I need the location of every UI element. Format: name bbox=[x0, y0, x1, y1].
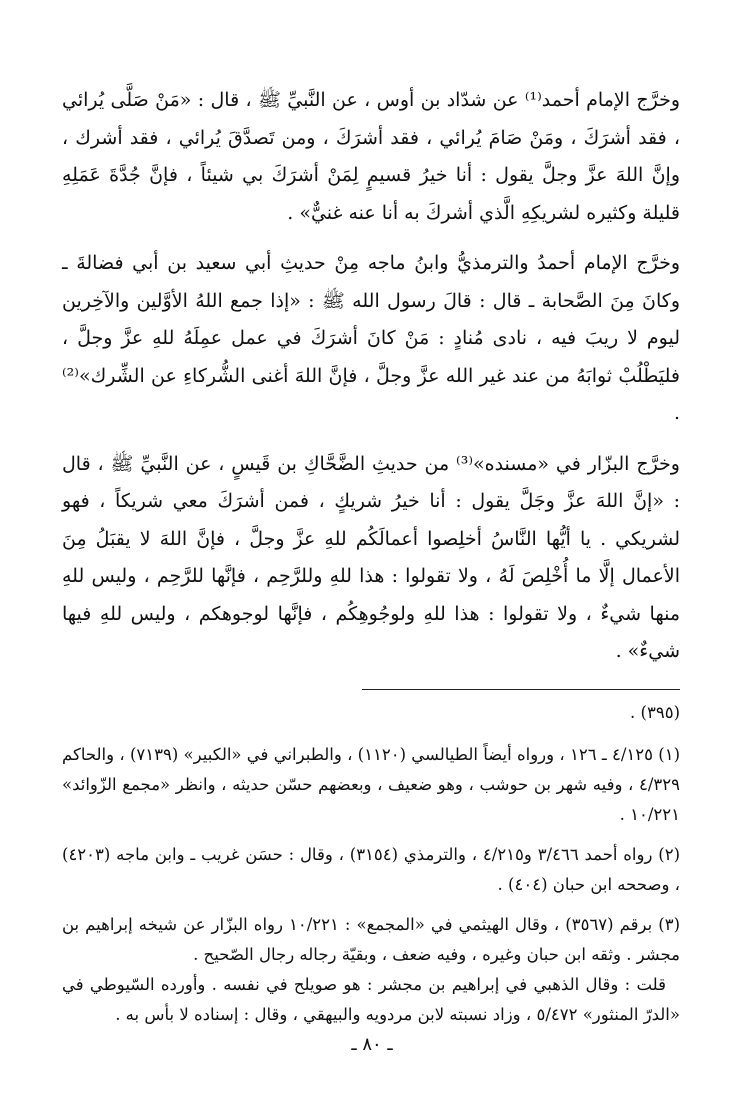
footnote-continuation: (٣٩٥) . bbox=[630, 702, 680, 722]
footnote-1: (١) ٤/١٢٥ ـ ١٢٦ ، ورواه أيضاً الطيالسي (١١٢٠) ، والطبراني في «الكبير» (٧١٣٩) ، والحاكم ٤/٣٢٩ ، وفيه شهر بن حوشب ، وهو ضعيف ، وبعضهم حسّن حديثه ، وانظر «مجمع الزّوائد» ١٠/٢٢١ . bbox=[62, 744, 680, 824]
body-paragraph-1: وخرَّج الإمام أحمد⁽¹⁾ عن شدّاد بن أوس ، عن النَّبيِّ ﷺ ، قال : «مَنْ صَلَّى يُرائي ، فقد أشرَكَ ، ومَنْ صَامَ يُرائي ، فقد أشرَكَ ، ومن تَصدَّقَ يُرائي ، فقد أشرك ، وإنَّ اللهَ عزَّ وجلَّ يقول : أنا خيرُ قسيمٍ لِمَنْ أشرَكَ بي شيئاً ، فإنَّ جُدَّةَ عَمَلِهِ قليلة وكثيره لشريكِهِ الَّذي أشركَ به أنا عنه غنيٌّ» . bbox=[62, 89, 680, 224]
footnote-separator-wrap bbox=[62, 681, 680, 690]
body-paragraph-2: وخرَّج الإمام أحمدُ والترمذيُّ وابنُ ماجه مِنْ حديثِ أبي سعيد بن أبي فضالةَ ـ وكانَ مِنَ الصَّحابة ـ قال : قالَ رسول الله ﷺ : «إذا جمع اللهُ الأوَّلين والآخِرين ليوم لا ريبَ فيه ، نادى مُنادٍ : مَنْ كانَ أشرَكَ في عمل عمِلَهُ للهِ عزَّ وجلَّ ، فليَطْلُبْ ثوابَهُ من عند غير الله عزَّ وجلَّ ، فإنَّ اللهَ أغنى الشُّركاءِ عن الشِّرك»⁽²⁾ . bbox=[62, 252, 680, 424]
footnote-3-continuation: قلت : وقال الذهبي في إبراهيم بن مجشر : هو صويلح في نفسه . وأورده السّيوطي في «الدرّ المنثور» ٥/٤٧٢ ، وزاد نسبته لابن مردويه والبيهقي ، وقال : إسناده لا بأس به . bbox=[62, 974, 680, 1024]
footnote-3: (٣) برقم (٣٥٦٧) ، وقال الهيثمي في «المجمع» : ١٠/٢٢١ رواه البزّار عن شيخه إبراهيم بن مجشر . وثقه ابن حبان وغيره ، وفيه ضعف ، وبقيّة رجاله رجال الصّحيح . bbox=[62, 914, 680, 964]
footnote-separator bbox=[362, 689, 680, 690]
footnote-2: (٢) رواه أحمد ٣/٤٦٦ و٤/٢١٥ ، والترمذي (٣١٥٤) ، وقال : حسَن غريب ـ وابن ماجه (٤٢٠٣) ، وصححه ابن حبان (٤٠٤) . bbox=[62, 844, 681, 894]
body-paragraph-3: وخرَّج البزّار في «مسنده»⁽³⁾ من حديثِ الضَّحَّاكِ بن قَيسٍ ، عن النَّبيِّ ﷺ ، قال : «إنَّ اللهَ عزَّ وجَلَّ يقول : أنا خيرُ شريكٍ ، فمن أشرَكَ معي شريكاً ، فهو لشريكي . يا أيُّها النَّاسُ أخلِصوا أعمالَكُم للهِ عزَّ وجلَّ ، فإنَّ اللهَ لا يقبَلُ مِنَ الأعمال إلَّا ما أُخْلِصَ لَهُ ، ولا تقولوا : هذا للهِ وللرَّحِم ، فإنَّها للرَّحِم ، وليس للهِ منها شيءٌ ، ولا تقولوا : هذا للهِ ولوجُوهِكُم ، فإنَّها لوجوهكم ، وليس للهِ فيها شيءٌ» . bbox=[62, 452, 680, 662]
page-number: ـ ٨٠ ـ bbox=[351, 1034, 393, 1055]
